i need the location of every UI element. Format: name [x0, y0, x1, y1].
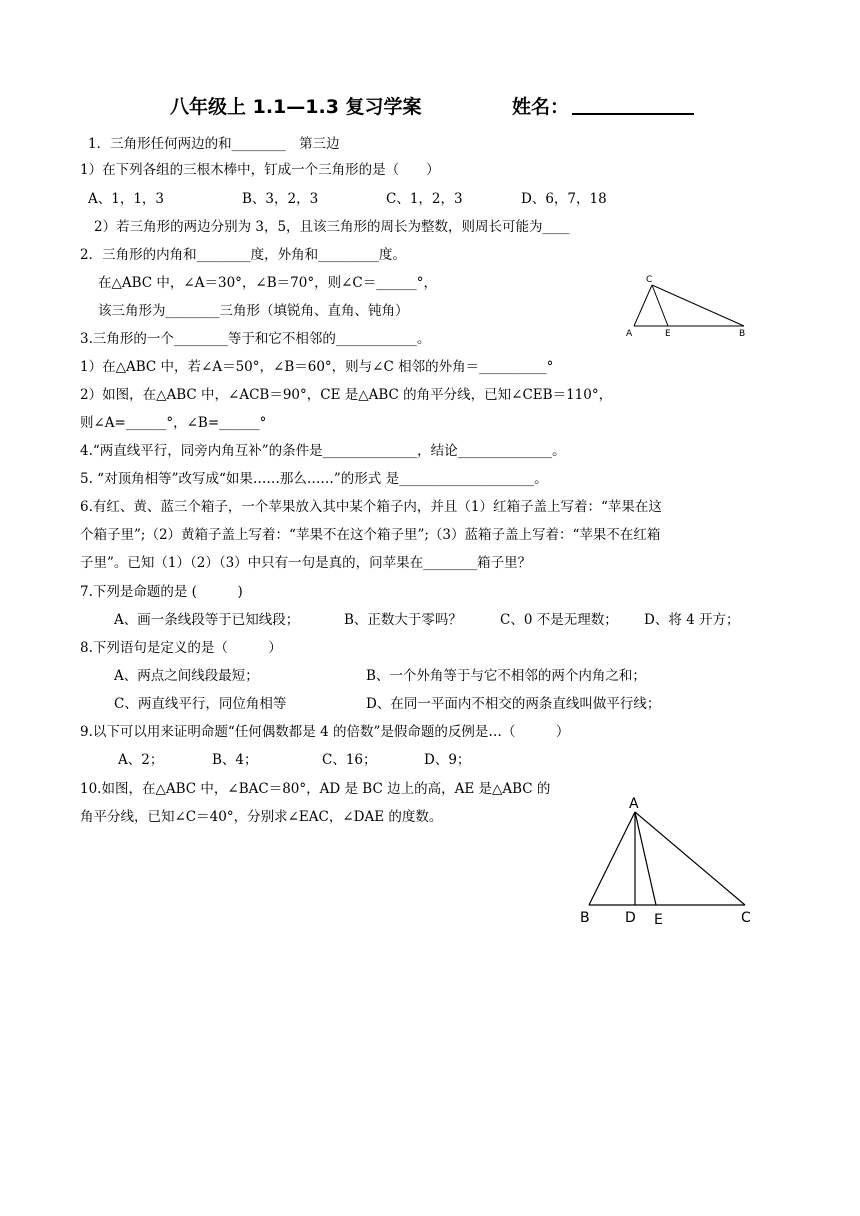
q1-stem: 1．三角形任何两边的和________ 第三边 [88, 136, 340, 152]
q5: 5. “对顶角相等”改写成“如果……那么……”的形式 是____________________。 [80, 471, 548, 487]
q2-stem: 2．三角形的内角和________度，外角和_________度。 [80, 247, 406, 263]
q4: 4.“两直线平行，同旁内角互补”的条件是______________，结论______________。 [80, 443, 566, 459]
q6-line1: 6.有红、黄、蓝三个箱子，一个苹果放入其中某个箱子内，并且（1）红箱子盖上写着：“苹果在这 [80, 499, 662, 515]
q6-line3: 子里”。已知（1）（2）（3）中只有一句是真的，问苹果在________箱子里？ [80, 555, 532, 571]
q3-sub1: 1）在△ABC 中，若∠A＝50°，∠B＝60°，则与∠C 相邻的外角＝__________° [80, 359, 554, 375]
q2-line2: 该三角形为________三角形（填锐角、直角、钝角） [98, 303, 409, 319]
q8-option-b[interactable]: B、一个外角等于与它不相邻的两个内角之和； [366, 668, 646, 684]
q1-option-c[interactable]: C、1，2，3 [386, 191, 463, 207]
fig2-label-b: B [580, 910, 590, 926]
q6-line2: 个箱子里”;（2）黄箱子盖上写着：“苹果不在这个箱子里”;（3）蓝箱子盖上写着：“苹果不在红箱 [80, 527, 661, 543]
q8-option-d[interactable]: D、在同一平面内不相交的两条直线叫做平行线； [366, 696, 661, 712]
q1-option-b[interactable]: B、3，2，3 [242, 191, 319, 207]
fig2-label-a: A [629, 796, 639, 812]
q3-stem: 3.三角形的一个________等于和它不相邻的____________。 [80, 331, 431, 347]
q3-sub2: 2）如图，在△ABC 中，∠ACB＝90°，CE 是△ABC 的角平分线，已知∠CEB＝110°， [80, 387, 613, 403]
q8-option-c[interactable]: C、两直线平行，同位角相等 [114, 696, 287, 712]
page-title: 八年级上 1.1—1.3 复习学案 [170, 96, 422, 118]
q9-stem: 9.以下可以用来证明命题“任何偶数都是 4 的倍数”是假命题的反例是…（ ） [80, 724, 570, 740]
q1-option-a[interactable]: A、1，1，3 [88, 191, 165, 207]
fig1-label-e: E [665, 329, 671, 339]
q8-option-a[interactable]: A、两点之间线段最短； [114, 668, 259, 684]
q1-option-d[interactable]: D、6，7，18 [521, 191, 607, 207]
q7-option-b[interactable]: B、正数大于零吗？ [344, 612, 462, 628]
q10-line2: 角平分线，已知∠C＝40°，分别求∠EAC，∠DAE 的度数。 [80, 809, 443, 825]
q9-option-c[interactable]: C、16； [322, 752, 377, 768]
fig2-label-d: D [625, 910, 636, 926]
q8-stem: 8.下列语句是定义的是（ ） [80, 640, 282, 656]
q7-option-d[interactable]: D、将 4 开方； [644, 612, 740, 628]
triangle-figure-2 [572, 790, 762, 930]
q7-option-c[interactable]: C、0 不是无理数； [500, 612, 618, 628]
q10-line1: 10.如图，在△ABC 中，∠BAC＝80°，AD 是 BC 边上的高，AE 是△ABC 的 [80, 781, 551, 797]
fig1-label-b: B [739, 329, 746, 339]
fig2-label-e: E [654, 912, 663, 928]
fig1-label-a: A [626, 329, 633, 339]
q2-line1: 在△ABC 中，∠A＝30°，∠B＝70°，则∠C＝______°， [98, 275, 437, 291]
q7-stem: 7.下列是命题的是 ( ) [80, 584, 243, 600]
q7-option-a[interactable]: A、画一条线段等于已知线段； [114, 612, 300, 628]
fig1-label-c: C [646, 275, 653, 285]
q9-option-d[interactable]: D、9； [424, 752, 471, 768]
q3-sub2b: 则∠A=______°，∠B=______° [80, 415, 267, 431]
q1-sub2: 2）若三角形的两边分别为 3，5，且该三角形的周长为整数，则周长可能为____ [94, 219, 570, 235]
fig2-label-c: C [741, 910, 751, 926]
q9-option-b[interactable]: B、4； [212, 752, 258, 768]
q1-sub1: 1）在下列各组的三根木棒中，钉成一个三角形的是（ ） [80, 162, 440, 178]
name-label: 姓名： [512, 96, 570, 118]
triangle-figure-1 [618, 272, 758, 342]
q9-option-a[interactable]: A、2； [118, 752, 164, 768]
name-blank[interactable] [572, 113, 694, 115]
